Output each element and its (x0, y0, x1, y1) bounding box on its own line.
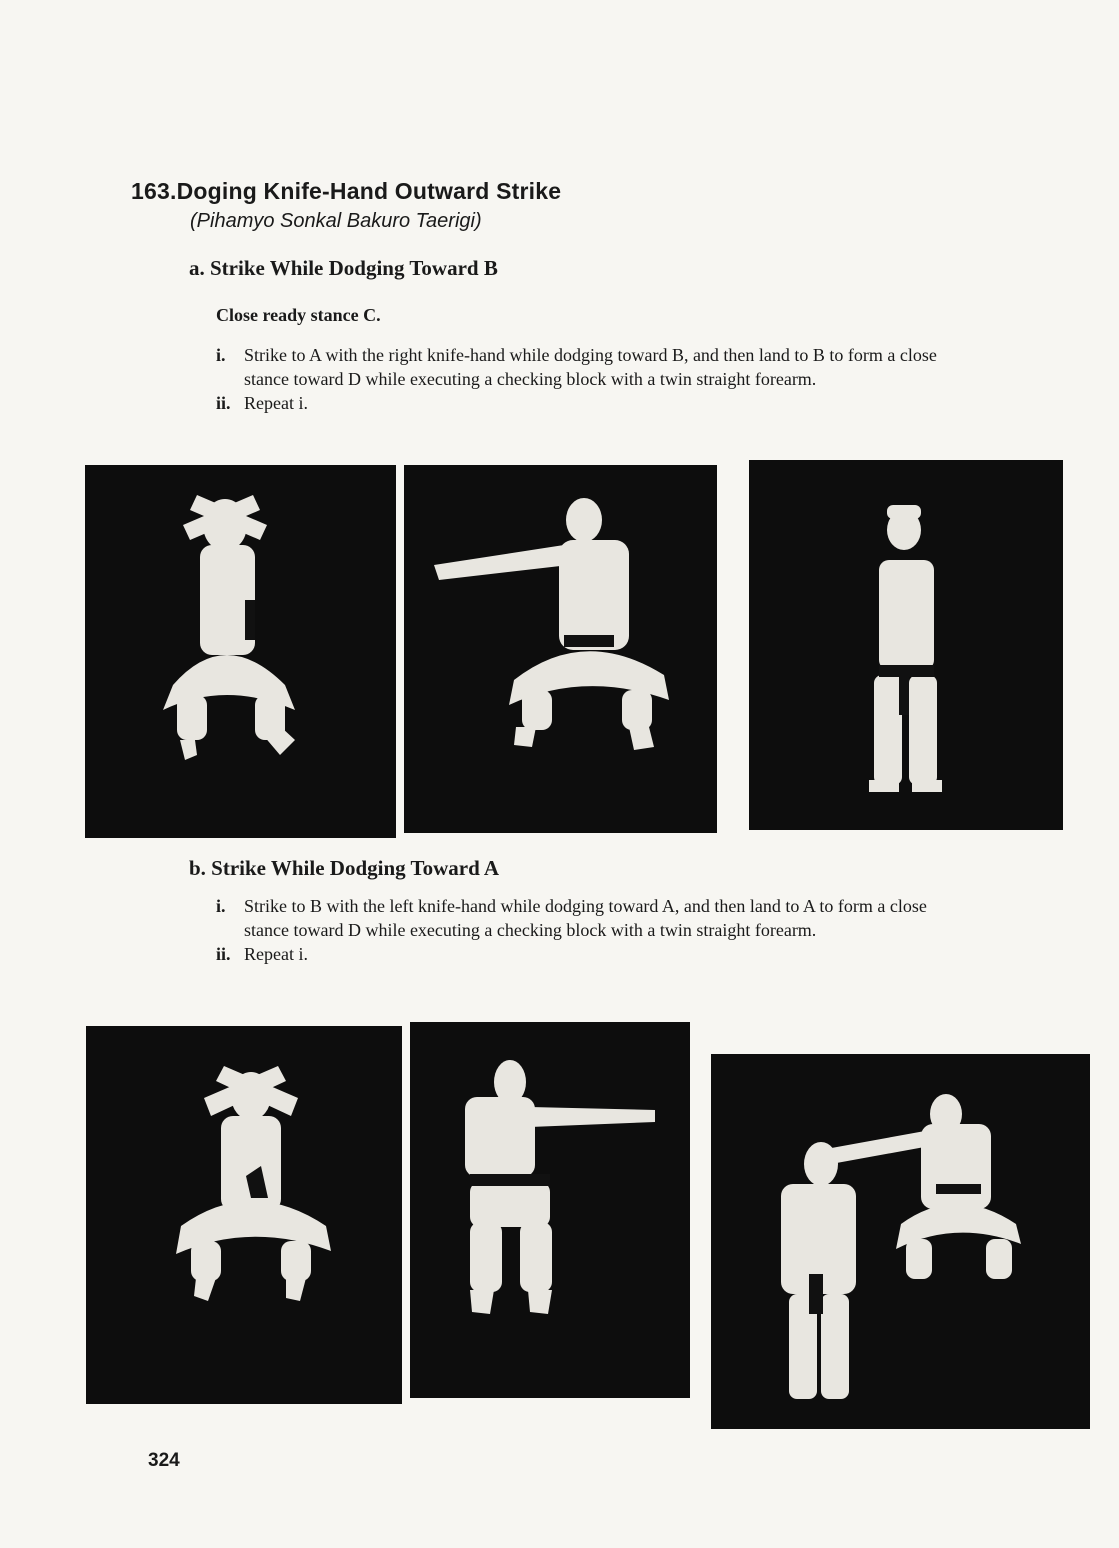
section-a-steps (216, 343, 946, 415)
step-text: Strike to B with the left knife-hand while dodging toward A, and then land to A to form a close stance toward D while executing a checking block with a twin straight forearm. (244, 896, 927, 940)
photo-a1-crossed-arms-jump (85, 465, 396, 838)
photo-a2-knife-hand-strike (404, 465, 717, 833)
step-text: Repeat i. (244, 944, 308, 964)
step-text: Repeat i. (244, 393, 308, 413)
step-item (216, 942, 946, 966)
step-item (216, 343, 946, 391)
section-b-steps (216, 894, 946, 966)
section-b-heading: b. Strike While Dodging Toward A (189, 856, 500, 880)
page-number: 324 (148, 1450, 180, 1471)
step-number: ii. (216, 944, 231, 964)
photo-b3-strike-toward-opponent (711, 1054, 1090, 1429)
photo-b1-crossed-arms-jump (86, 1026, 402, 1404)
page-title: 163.Doging Knife-Hand Outward Strike (131, 178, 562, 204)
ready-stance-text: Close ready stance C. (216, 305, 381, 325)
section-a-heading: a. Strike While Dodging Toward B (189, 256, 498, 280)
step-text: Strike to A with the right knife-hand while dodging toward B, and then land to B to form a close stance toward D while executing a checking block with a twin straight forearm. (244, 345, 937, 389)
step-number: i. (216, 896, 226, 916)
photo-a3-landing-close-stance (749, 460, 1063, 830)
step-number: i. (216, 345, 226, 365)
page-subtitle: (Pihamyo Sonkal Bakuro Taerigi) (190, 210, 482, 232)
step-item (216, 391, 946, 415)
photo-b2-left-knife-hand-strike (410, 1022, 690, 1398)
step-item (216, 894, 946, 942)
step-number: ii. (216, 393, 231, 413)
